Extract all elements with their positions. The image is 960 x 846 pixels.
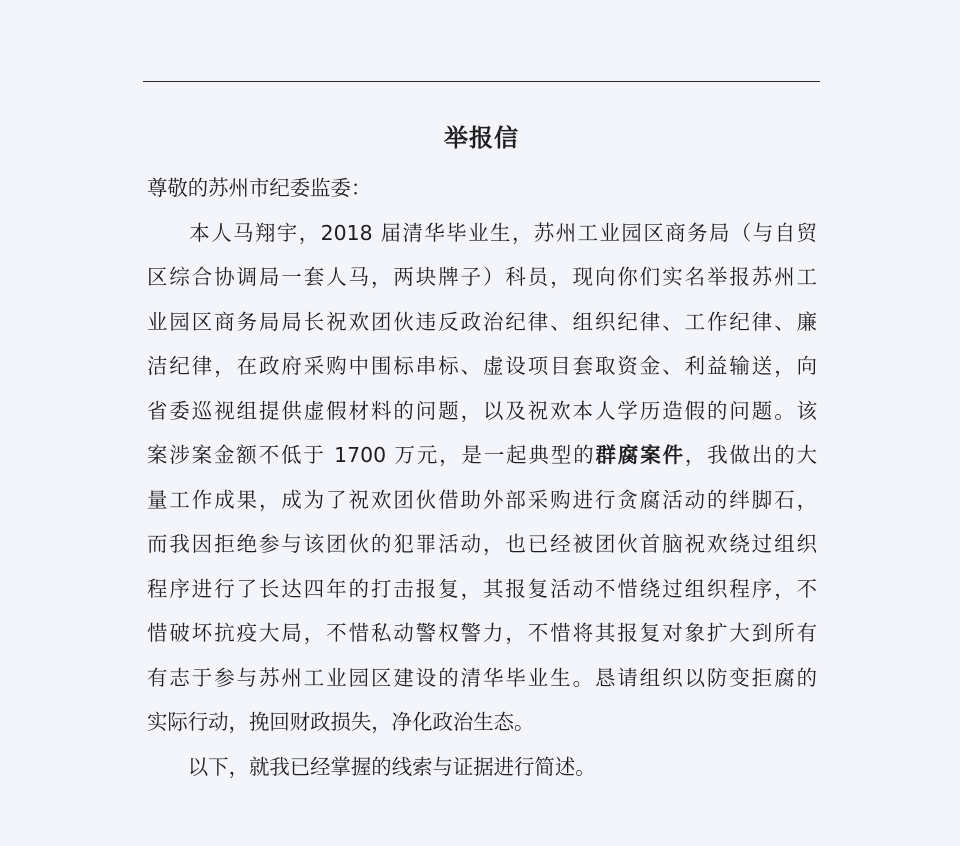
paragraph-line: 量工作成果，成为了祝欢团伙借助外部采购进行贪腐活动的绊脚石， — [147, 487, 817, 512]
document-title: 举报信 — [444, 124, 519, 152]
paragraph-line: 有志于参与苏州工业园区建设的清华毕业生。恳请组织以防变拒腐的 — [147, 665, 817, 690]
paragraph-line: 而我因拒绝参与该团伙的犯罪活动，也已经被团伙首脑祝欢绕过组织 — [147, 532, 817, 556]
paragraph-line: 案涉案金额不低于 1700 万元，是一起典型的群腐案件，我做出的大 — [147, 443, 818, 467]
paragraph-line: 区综合协调局一套人马，两块牌子）科员，现向你们实名举报苏州工 — [147, 265, 817, 289]
header-rule — [143, 81, 820, 82]
letter-body — [147, 166, 817, 789]
paragraph-1 — [147, 211, 817, 745]
paragraph-line: 程序进行了长达四年的打击报复，其报复活动不惜绕过组织程序，不 — [147, 576, 817, 601]
paragraph-line: 业园区商务局局长祝欢团伙违反政治纪律、组织纪律、工作纪律、廉 — [147, 309, 817, 334]
paragraph-2 — [147, 745, 817, 790]
paragraph-line: 本人马翔宇，2018 届清华毕业生，苏州工业园区商务局（与自贸 — [187, 220, 817, 245]
paragraph-line: 惜破坏抗疫大局，不惜私动警权警力，不惜将其报复对象扩大到所有 — [147, 621, 817, 645]
emphasis-text: 群腐案件 — [595, 443, 685, 467]
paragraph-line: 以下，就我已经掌握的线索与证据进行简述。 — [187, 754, 596, 779]
paragraph-line: 洁纪律，在政府采购中围标串标、虚设项目套取资金、利益输送，向 — [147, 354, 817, 378]
salutation: 尊敬的苏州市纪委监委： — [147, 176, 372, 200]
paragraph-line: 省委巡视组提供虚假材料的问题，以及祝欢本人学历造假的问题。该 — [147, 398, 817, 423]
paragraph-line: 实际行动，挽回财政损失，净化政治生态。 — [147, 710, 535, 734]
